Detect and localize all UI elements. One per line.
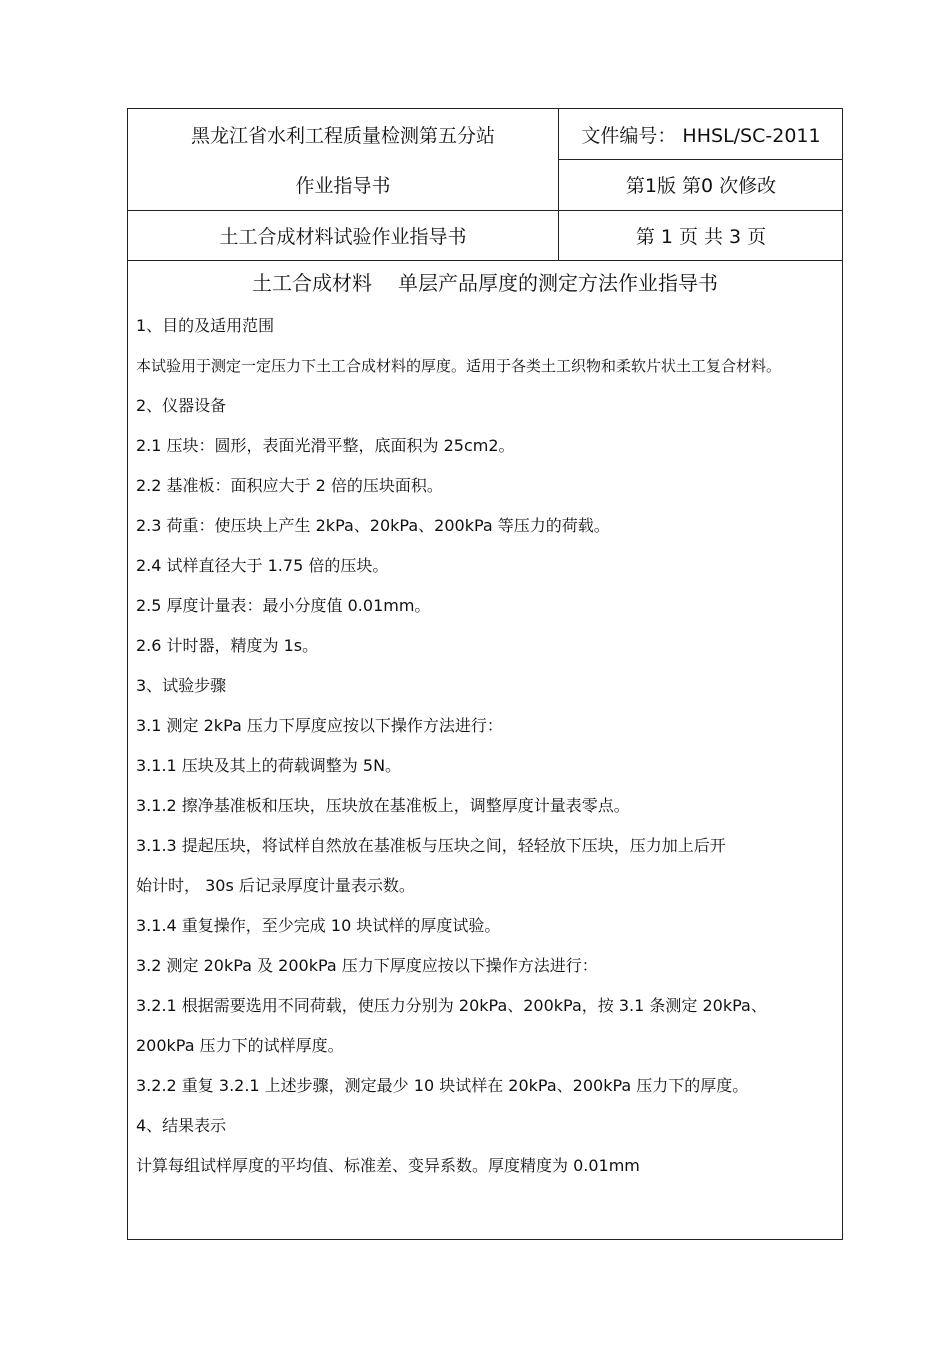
body-line: 始计时， 30s 后记录厚度计量表示数。 [136,876,415,895]
body-line: 计算每组试样厚度的平均值、标准差、变异系数。厚度精度为 0.01mm [136,1156,640,1175]
body-line: 2.6 计时器，精度为 1s。 [136,636,319,655]
section-heading: 3、试验步骤 [136,676,227,695]
body-line: 3.1.4 重复操作，至少完成 10 块试样的厚度试验。 [136,916,501,935]
doc-type: 作业指导书 [295,175,391,197]
document-frame [127,108,843,1240]
body-line: 本试验用于测定一定压力下土工合成材料的厚度。适用于各类土工织物和柔软片状土工复合材料。 [136,357,782,375]
header-divider-2 [128,260,842,261]
body-line: 3.2 测定 20kPa 及 200kPa 压力下厚度应按以下操作方法进行： [136,956,598,975]
body-line: 2.2 基准板：面积应大于 2 倍的压块面积。 [136,476,443,495]
page-info: 第 1 页 共 3 页 [635,225,767,248]
body-line: 3.1 测定 2kPa 压力下厚度应按以下操作方法进行： [136,716,503,735]
title-part1: 土工合成材料 [252,271,372,295]
guide-name: 土工合成材料试验作业指导书 [219,225,467,248]
body-line: 3.2.1 根据需要选用不同荷载，使压力分别为 20kPa、200kPa，按 3.1 条测定 20kPa、 [136,996,767,1015]
body-line: 2.4 试样直径大于 1.75 倍的压块。 [136,556,389,575]
body-line: 3.1.2 擦净基准板和压块，压块放在基准板上，调整厚度计量表零点。 [136,796,630,815]
body-line: 3.2.2 重复 3.2.1 上述步骤，测定最少 10 块试样在 20kPa、200kPa 压力下的厚度。 [136,1076,749,1095]
version-info: 第1版 第0 次修改 [625,175,777,197]
body-line: 2.1 压块：圆形，表面光滑平整，底面积为 25cm2。 [136,436,515,455]
org-name: 黑龙江省水利工程质量检测第五分站 [190,124,495,147]
title-part2: 单层产品厚度的测定方法作业指导书 [398,271,718,295]
document-title [128,267,842,296]
body-line: 3.1.1 压块及其上的荷载调整为 5N。 [136,756,402,775]
body-line: 3.1.3 提起压块，将试样自然放在基准板与压块之间，轻轻放下压块，压力加上后开 [136,836,726,855]
body-line: 2.5 厚度计量表：最小分度值 0.01mm。 [136,596,431,615]
file-number: 文件编号： HHSL/SC-2011 [581,124,821,147]
section-heading: 4、结果表示 [136,1116,227,1135]
body-line: 200kPa 压力下的试样厚度。 [136,1036,344,1055]
section-heading: 2、仪器设备 [136,396,227,415]
body-line: 2.3 荷重：使压块上产生 2kPa、20kPa、200kPa 等压力的荷载。 [136,516,610,535]
section-heading: 1、目的及适用范围 [136,316,275,335]
